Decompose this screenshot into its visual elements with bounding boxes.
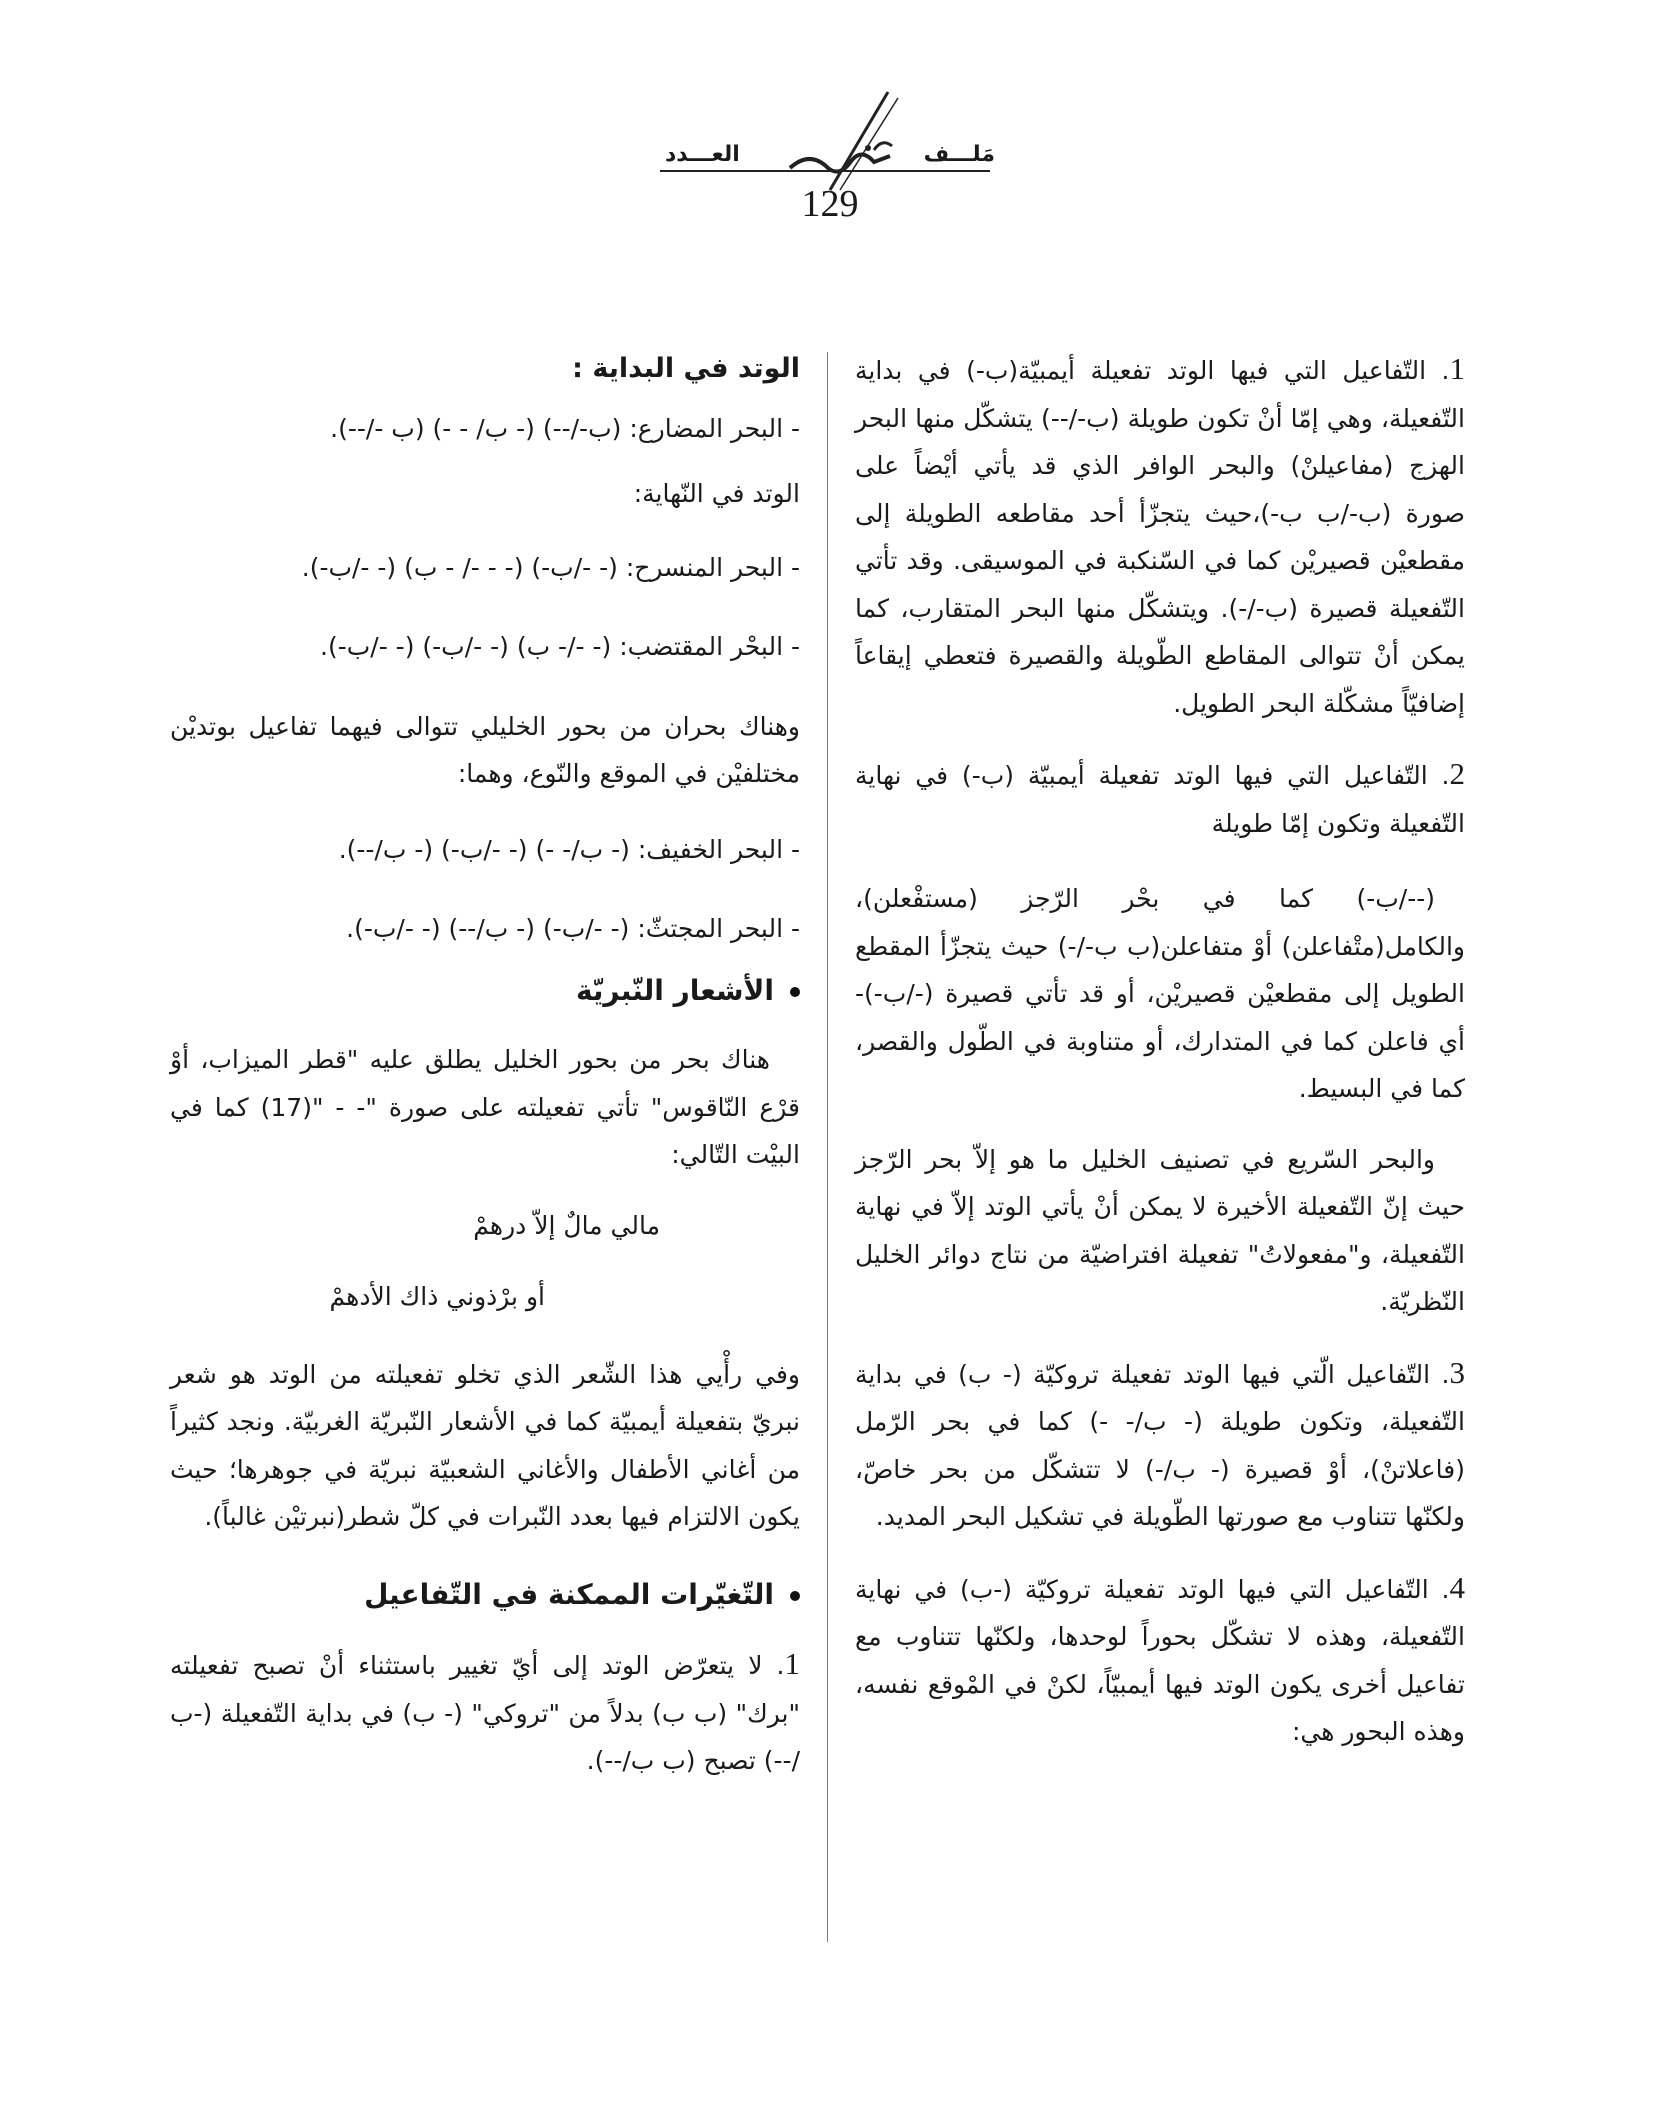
- issue-label: العـــدد: [665, 142, 740, 167]
- item-number: 1: [1449, 351, 1465, 386]
- paragraph-stress: هناك بحر من بحور الخليل يطلق عليه "قطر الميزاب، أوْ قرْع النّاقوس" تأتي تفعيلته على صورة "- - "(17) كما في البيْت التّالي:: [170, 1045, 800, 1169]
- paragraph-item-3: [855, 1349, 1465, 1541]
- paragraph-item-4: [855, 1564, 1465, 1756]
- item-text: . لا يتعرّض الوتد إلى أيّ تغيير باستثناء أنْ تصبح تفعيلته "برك" (ب ب) بدلاً من "تروكي" (- ب) في بداية التّفعيلة (-ب /--) تصبح (ب ب/--).: [170, 1651, 800, 1775]
- paragraph-item-1: [855, 345, 1465, 727]
- right-column: [855, 345, 1465, 1779]
- item-number: 3: [1449, 1354, 1465, 1390]
- bahr-mudari: - البحر المضارع: (ب-/--) (- ب/ - -) (ب -/--).: [330, 413, 800, 443]
- paragraph-two-bahrs: وهناك بحران من بحور الخليلي تتوالى فيهما تفاعيل بوتديْن مختلفيْن في الموقع والنّوع، وهما:: [170, 711, 800, 788]
- left-column: [170, 345, 800, 1808]
- item-text: . التّفاعيل التي فيها الوتد تفعيلة أيمبيّة (ب-) في نهاية التّفعيلة وتكون إمّا طويلة: [855, 761, 1465, 838]
- item-text: . التّفاعيل الّتي فيها الوتد تفعيلة تروكيّة (- ب) في بداية التّفعيلة، وتكون طويلة (- ب/- -) كما في بحر الرّمل (فاعلاتنْ)، أوْ قصيرة (- ب/-) لا تتشكّل من بحر خاصّ، ولكنّها تتناوب مع صورتها الطّويلة في تشكيل البحر المديد.: [855, 1359, 1465, 1531]
- page-header: [0, 90, 1654, 240]
- item-number: 2: [1449, 756, 1465, 791]
- section-heading-stress: [170, 967, 800, 1015]
- bahr-munsarih: - البحر المنسرح: (- -/ب-) (- - -/ - ب) (- -/ب-).: [301, 552, 800, 582]
- paragraph-opinion: وفي رأْيي هذا الشّعر الذي تخلو تفعيلته من الوتد هو شعر نبريّ بتفعيلة أيمبيّة كما في الأشعار النّبريّة الغربيّة. ونجد كثيراً من أغاني الأطفال والأغاني الشعبيّة نبريّة في جوهرها؛ حيث يكون الالتزام فيها بعدد النّبرات في كلّ شطر(نبرتيْن غالباً).: [170, 1359, 800, 1531]
- header-rule: [660, 170, 990, 172]
- bahr-mujtath: - البحر المجتثّ: (- -/ب-) (- ب/--) (- -/ب-).: [346, 914, 800, 943]
- bahr-muqtadab: - البحْر المقتضب: (- -/- ب) (- -/ب-) (- -/ب-).: [320, 632, 800, 661]
- file-label: مَلـــف: [923, 142, 995, 167]
- section-title: التّغيّرات الممكنة في التّفاعيل: [364, 1577, 774, 1611]
- poem-verse-1: مالي مالٌ إلاّ درهمْ: [473, 1210, 660, 1240]
- bullet-icon: [790, 987, 800, 997]
- heading-watad-end: الوتد في النّهاية:: [633, 479, 800, 508]
- page-number: 129: [801, 183, 859, 225]
- section-heading-changes: [170, 1571, 800, 1619]
- paragraph-item-2: [855, 750, 1465, 847]
- item-text: . التّفاعيل التي فيها الوتد تفعيلة أيمبيّة(ب-) في بداية التّفعيلة، وهي إمّا أنْ تكون طويلة (ب-/--) يتشكّل منها البحر الهزج (مفاعيلنْ) والبحر الوافر الذي قد يأتي أيْضاً على صورة (ب-/ب ب-)،حيث يتجزّأ أحد مقاطعه الطويلة إلى مقطعيْن قصيريْن كما في السّنكبة في الموسيقى. وقد تأتي التّفعيلة قصيرة (ب-/-). ويتشكّل منها البحر المتقارب، كما يمكن أنْ تتوالى المقاطع الطّويلة والقصيرة فتعطي إيقاعاً إضافيّاً مشكّلة البحر الطويل.: [855, 356, 1465, 718]
- item-number: 4: [1449, 1569, 1465, 1605]
- poem-verse-2: أو برْذوني ذاك الأدهمْ: [329, 1282, 545, 1311]
- paragraph-item-2-continued: (--/ب-) كما في بحْر الرّجز (مستفْعلن)، والكامل(متْفاعلن) أوْ متفاعلن(ب ب-/-) حيث يتجزّأ المقطع الطويل إلى مقطعيْن قصيريْن، أو قد تأتي قصيرة (-/ب-)- أي فاعلن كما في المتدارك، أو متناوبة في الطّول والقصر، كما في البسيط.: [855, 884, 1465, 1103]
- item-text: . التّفاعيل التي فيها الوتد تفعيلة تروكيّة (-ب) في نهاية التّفعيلة، وهذه لا تشكّل بحوراً لوحدها، ولكنّها تتناوب مع تفاعيل أخرى يكون الوتد فيها أيمبيّاً، لكنْ في المْوقع نفسه، وهذه البحور هي:: [855, 1574, 1465, 1746]
- bahr-khafif: - البحر الخفيف: (- ب/- -) (- -/ب-) (- ب/--).: [338, 834, 800, 864]
- item-number: 1: [784, 1646, 800, 1681]
- paragraph-sari: والبحر السّريع في تصنيف الخليل ما هو إلاّ بحر الرّجز حيث إنّ التّفعيلة الأخيرة لا يمكن أنْ يأتي الوتد إلاّ في نهاية التّفعيلة، و"مفعولاتُ" تفعيلة افتراضيّة من نتاج دوائر الخليل النّظريّة.: [855, 1144, 1465, 1316]
- paragraph-change-1: [170, 1640, 800, 1785]
- bullet-icon: [790, 1591, 800, 1601]
- section-title: الأشعار النّبريّة: [575, 973, 774, 1007]
- column-divider: [827, 352, 828, 1942]
- heading-watad-start: الوتد في البداية :: [572, 353, 800, 384]
